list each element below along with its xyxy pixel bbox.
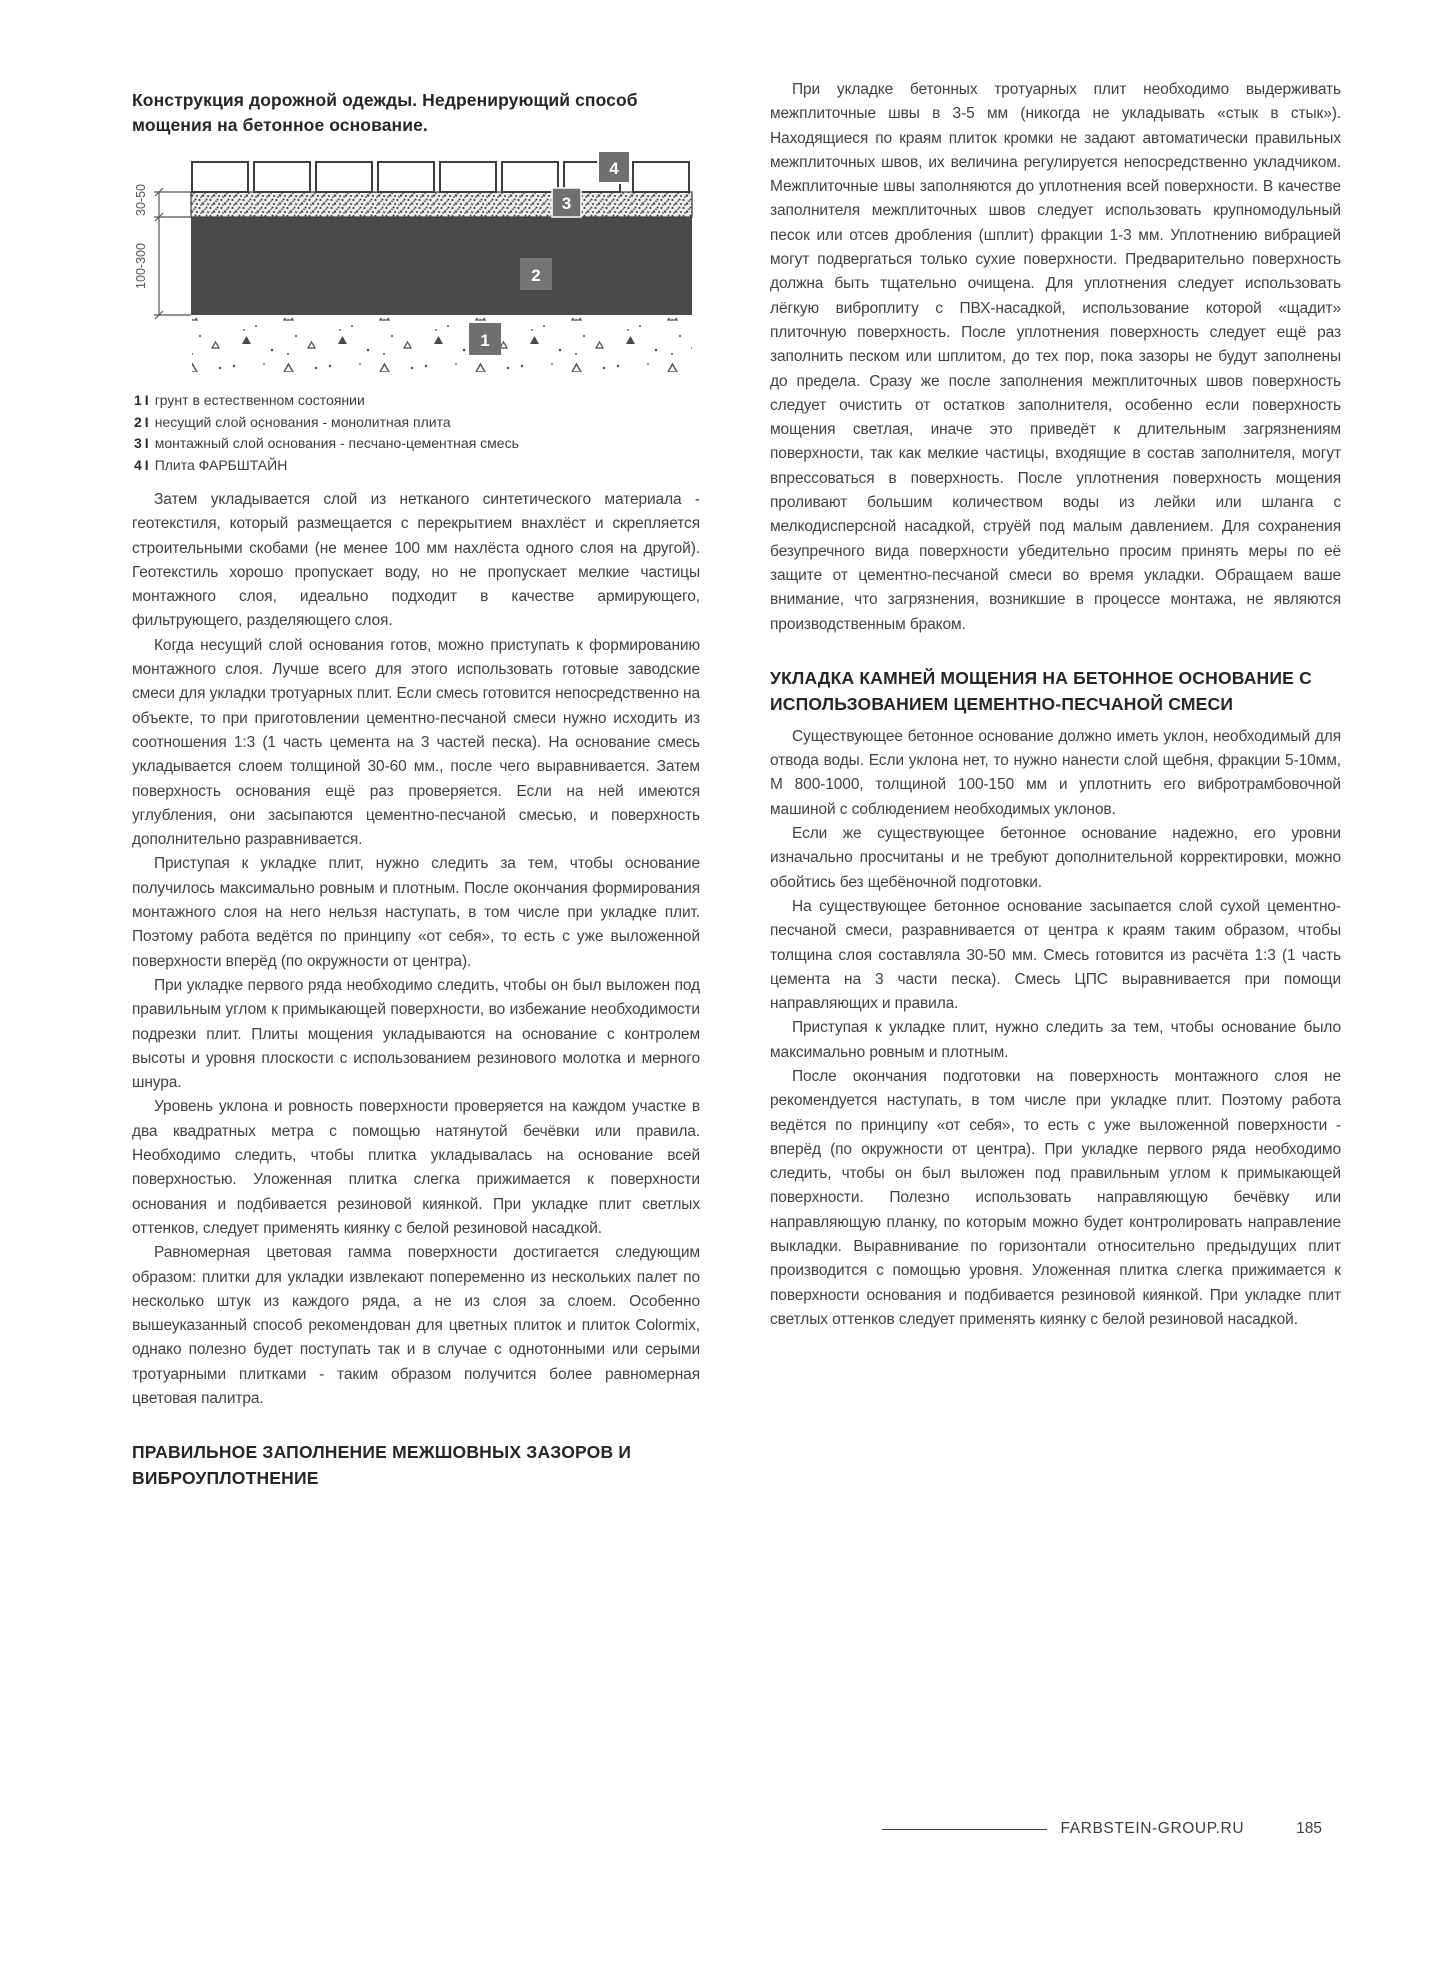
legend-number: 3 [134,435,142,451]
legend-item-4 [134,455,700,477]
legend-label: монтажный слой основания - песчано-цементная смесь [154,435,519,451]
body-paragraph: Уровень уклона и ровность поверхности проверяется на каждом участке в два квадратных метра с помощью натянутой бечёвки или правила. Необходимо следить, чтобы плитка укладывалась на основание всей поверхностью. Уложенная плитка слегка прижимается к поверхности основания и подбивается резиновой киянкой. При укладке плит светлых оттенков, следует применять киянку с белой резиновой насадкой. [132,1098,700,1237]
svg-text:4: 4 [609,159,619,178]
legend-separator: I [144,392,149,408]
body-paragraph: Затем укладывается слой из нетканого синтетического материала - геотекстиля, который размещается с перекрытием внахлёст и скрепляется строительными скобами (не менее 100 мм нахлёста одного слоя на другой). Геотекстиль хорошо пропускает воду, но не пропускает мелкие частицы монтажного слоя, идеально подходит в качестве армирующего, фильтрующего, разделяющего слоя. [132,491,700,630]
svg-text:3: 3 [561,194,572,213]
body-paragraph: Приступая к укладке плит, нужно следить за тем, чтобы основание получилось максимально ровным и плотным. После окончания формирования монтажного слоя на него нельзя наступать, в том числе при укладке плит. Поэтому работа ведётся по принципу «от себя», то есть с уже выложенной поверхности вперёд (по окружности от центра). [132,855,700,970]
legend-separator: I [144,435,149,451]
body-paragraph: Равномерная цветовая гамма поверхности достигается следующим образом: плитки для укладки извлекают попеременно из нескольких палет по несколько штук из каждого ряда, а не из слоя за слоем. Особенно вышеуказанный способ рекомендован для цветных плиток и плиток Colormix, однако полезно будет поступать так и в случае с однотонными или серыми тротуарными плитками - таким образом получится более равномерная цветовая палитра. [132,1244,700,1407]
legend-separator: I [144,456,149,473]
figure-legend [134,390,700,476]
section-heading-cement-sand-laying: УКЛАДКА КАМНЕЙ МОЩЕНИЯ НА БЕТОННОЕ ОСНОВАНИЕ С ИСПОЛЬЗОВАНИЕМ ЦЕМЕНТНО-ПЕСЧАНОЙ СМЕСИ [770,667,1312,714]
legend-label: грунт в естественном состоянии [154,392,365,408]
marker-badge-4 [597,150,631,184]
sand-cement-layer [191,192,692,217]
dim-label-bedding: 30-50 [134,184,148,216]
construction-diagram [132,150,700,382]
section-heading-joint-filling: ПРАВИЛЬНОЕ ЗАПОЛНЕНИЕ МЕЖШОВНЫХ ЗАЗОРОВ И ВИБРОУПЛОТНЕНИЕ [132,1442,632,1489]
legend-label: Плита ФАРБШТАЙН [154,456,288,473]
body-paragraph: При укладке бетонных тротуарных плит необходимо выдерживать межплиточные швы в 3-5 мм (никогда не укладывать «стык в стык»). Находящиеся по краям плиток кромки не задают автоматически правильных межплиточных швов, их величина регулируется непосредственно укладчиком. Межплиточные швы заполняются до уплотнения всей поверхности. В качестве заполнителя межплиточных швов следует использовать крупномодульный песок или отсев дробления (шплит) фракции 1-3 мм. Уплотнению вибрацией могут подвергаться только сухие поверхности. Предварительно поверхность должна быть тщательно очищена. Для уплотнения следует использовать лёгкую виброплиту с ПВХ-насадкой, использование которой «щадит» плиточную поверхность. После уплотнения поверхность следует ещё раз заполнить песком или шплитом, до тех пор, пока зазоры не будут заполнены до предела. Сразу же после заполнения межплиточных швов поверхность следует очистить от остатков заполнителя, особенно если поверхность мощения светлая, иначе это приведёт к длительным загрязнениям поверхности, так как мелкие частицы, входящие в состав заполнителя, могут впрессоваться в поверхность. После уплотнения поверхность мощения проливают большим количеством воды из лейки или шланга с мелкодисперсной насадкой, струёй под малым давлением. Для сохранения безупречного вида поверхности убедительно просим принять меры по её защите от цементно-песчаной смеси во время укладки. Обращаем ваше внимание, что загрязнения, возникшие в процессе монтажа, не являются производственным браком. [770,81,1341,633]
legend-item-2 [134,412,700,434]
concrete-slab-layer [191,217,692,315]
legend-item-3 [134,433,700,455]
svg-text:1: 1 [480,331,490,350]
marker-badge-1 [469,323,501,355]
body-paragraph: На существующее бетонное основание засыпается слой сухой цементно-песчаной смеси, разравнивается от центра к краям таким образом, чтобы толщина слоя составляла 30-50 мм. Смесь готовится из расчёта 1:3 (1 часть цемента на 3 части песка). Смесь ЦПС выравнивается при помощи направляющих и правила. [770,897,1341,1013]
body-paragraph: Существующее бетонное основание должно иметь уклон, необходимый для отвода воды. Если уклона нет, то нужно нанести слой щебня, фракции 5-10мм, М 800-1000, толщиной 100-150 мм и уплотнить его вибротрамбовочной машиной с соблюдением необходимых уклонов. [770,727,1341,818]
legend-number: 4 [134,456,142,473]
marker-badge-2 [520,258,552,290]
marker-badge-3 [552,188,581,217]
page-footer [770,1820,1322,1838]
footer-rule [882,1829,1047,1830]
left-column [132,88,700,1499]
dim-label-slab: 100-300 [134,243,148,289]
legend-label: несущий слой основания - монолитная плита [154,413,451,430]
soil-layer [192,318,692,372]
right-column [770,78,1341,1332]
body-paragraph: Если же существующее бетонное основание надежно, его уровни изначально просчитаны и не требуют дополнительной корректировки, можно обойтись без щебёночной подготовки. [770,825,1341,891]
legend-separator: I [144,413,149,430]
legend-number: 2 [134,413,142,430]
figure-title: Конструкция дорожной одежды. Недренирующий способ мощения на бетонное основание. [132,90,638,135]
footer-page-number: 185 [1296,1820,1322,1837]
dimension-lines [154,188,191,319]
legend-item-1 [134,390,700,412]
footer-site-url: FARBSTEIN-GROUP.RU [1060,1820,1245,1837]
body-paragraph: Приступая к укладке плит, нужно следить за тем, чтобы основание было максимально ровным и плотным. [770,1019,1341,1061]
body-paragraph: При укладке первого ряда необходимо следить, чтобы он был выложен под правильным углом к примыкающей поверхности, во избежание необходимости подрезки плит. Плиты мощения укладываются на основание с контролем высоты и уровня плоскости с использованием резинового молотка и мерного шнура. [132,976,700,1092]
legend-number: 1 [134,392,142,408]
svg-text:2: 2 [531,266,541,285]
body-paragraph: Когда несущий слой основания готов, можно приступать к формированию монтажного слоя. Лучше всего для этого использовать готовые заводские смеси для укладки тротуарных плит. Если смесь готовится непосредственно на объекте, то при приготовлении цементно-песчаной смеси нужно исходить из соотношения 1:3 (1 часть цемента на 3 частей песка). На основание смесь укладывается слоем толщиной 30-60 мм., после чего выравнивается. Затем поверхность основания ещё раз проверяется. Если на ней имеются углубления, они засыпаются цементно-песчаной смесью, и поверхность дополнительно разравнивается. [132,636,700,849]
body-paragraph: После окончания подготовки на поверхность монтажного слоя не рекомендуется наступать, в том числе при укладке плит. Поэтому работа ведётся по принципу «от себя», то есть с уже выложенной поверхности - вперёд (по окружности от центра). При укладке первого ряда необходимо следить, чтобы он был выложен под правильным углом к примыкающей поверхности. Полезно использовать направляющую бечёвку или направляющую планку, по которым можно будет контролировать направление выкладки. Выравнивание по горизонтали относительно предыдущих плит производится с помощью уровня. Уложенная плитка слегка прижимается к поверхности основания и подбивается резиновой киянкой. При укладке плит светлых оттенков следует применять киянку с белой резиновой насадкой. [770,1067,1341,1328]
